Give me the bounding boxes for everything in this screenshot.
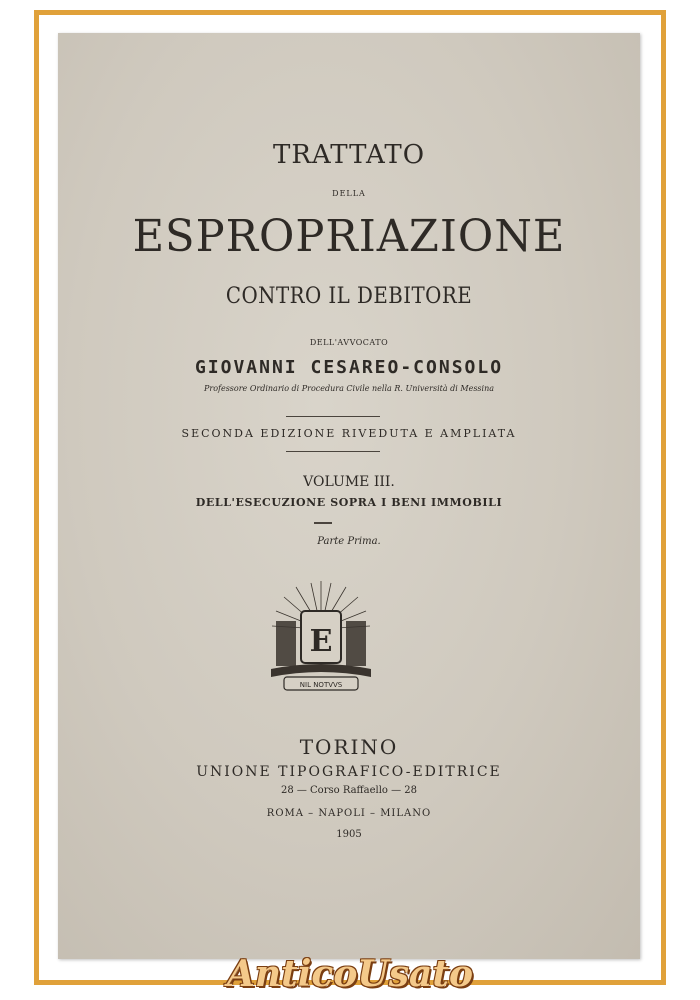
publication-year: 1905: [336, 829, 362, 840]
title-sub: CONTRO IL DEBITORE: [225, 284, 473, 309]
emblem-motto: NIL NOTVVS: [299, 681, 343, 689]
watermark-logo: AnticoUsato: [227, 953, 473, 995]
publisher-emblem-icon: [266, 581, 376, 696]
title-della: DELLA: [332, 189, 366, 198]
title-main: ESPROPRIAZIONE: [132, 211, 566, 262]
author-name: GIOVANNI CESAREO-CONSOLO: [194, 357, 504, 378]
divider-bottom: [286, 451, 380, 452]
publisher-cities: ROMA – NAPOLI – MILANO: [266, 808, 432, 819]
author-prefix: DELL'AVVOCATO: [309, 338, 389, 347]
publisher-city: TORINO: [299, 735, 399, 759]
short-dash: [314, 522, 332, 524]
publisher-name: UNIONE TIPOGRAFICO-EDITRICE: [196, 764, 502, 780]
title-top: TRATTATO: [272, 140, 426, 170]
book-cover: [58, 33, 640, 959]
publisher-address: 28 — Corso Raffaello — 28: [280, 785, 418, 796]
author-title: Professore Ordinario di Procedura Civile nella R. Università di Messina: [203, 384, 495, 393]
svg-text:E: E: [309, 624, 333, 659]
volume-subject: DELL'ESECUZIONE SOPRA I BENI IMMOBILI: [195, 496, 503, 509]
part: Parte Prima.: [317, 536, 381, 547]
divider-top: [286, 416, 380, 417]
volume: VOLUME III.: [303, 474, 395, 490]
edition: SECONDA EDIZIONE RIVEDUTA E AMPLIATA: [181, 427, 517, 440]
